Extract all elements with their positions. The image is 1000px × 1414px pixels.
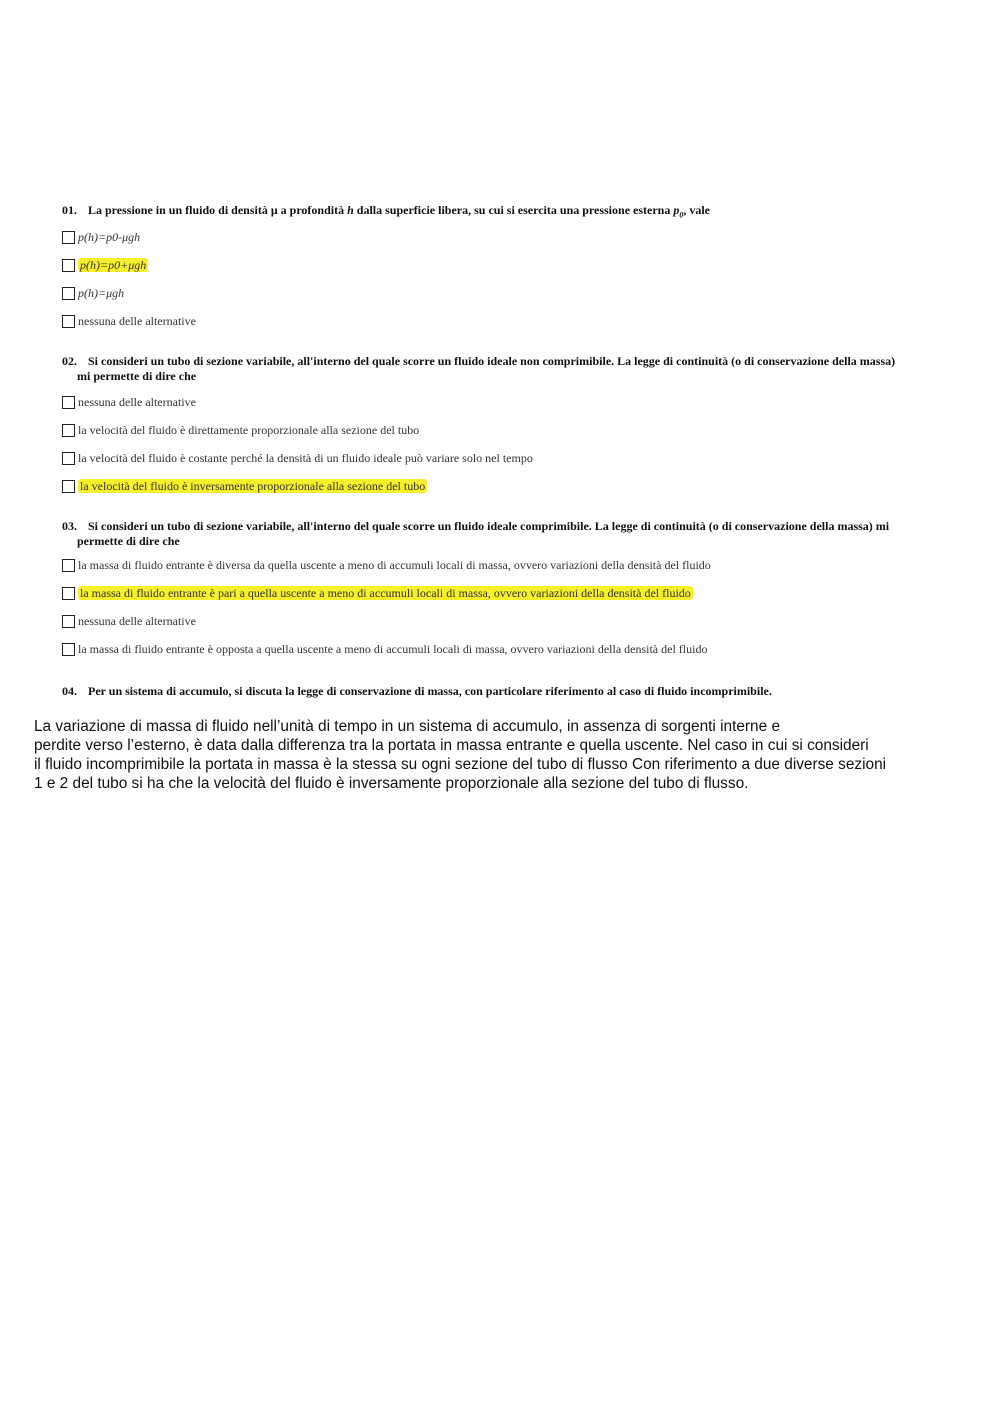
- question-number: 03.: [62, 519, 77, 533]
- option-label: nessuna delle alternative: [78, 614, 196, 628]
- question-02: [62, 354, 942, 493]
- checkbox[interactable]: [62, 615, 75, 628]
- option-label: p(h)=μgh: [78, 286, 125, 300]
- option-01-a[interactable]: [62, 229, 140, 245]
- checkbox[interactable]: [62, 643, 75, 656]
- checkbox[interactable]: [62, 452, 75, 465]
- answer-line: perdite verso l’esterno, è data dalla differenza tra la portata in massa entrante e quella uscente. Nel caso in cui si consideri: [34, 737, 869, 754]
- question-01: [62, 203, 942, 328]
- option-label-highlighted: la massa di fluido entrante è pari a quella uscente a meno di accumuli locali di massa, ovvero variazioni della densità del fluido: [80, 586, 691, 600]
- answer-line: La variazione di massa di fluido nell’unità di tempo in un sistema di accumulo, in assenza di sorgenti interne e: [34, 718, 781, 735]
- option-02-c[interactable]: [62, 450, 533, 466]
- question-02-text: 02. Si consideri un tubo di sezione variabile, all'interno del quale scorre un fluido ideale non comprimibile. La legge di continuità (o di conservazione della massa) mi permette di dire che: [62, 354, 896, 383]
- option-02-b[interactable]: [62, 422, 419, 438]
- checkbox[interactable]: [62, 287, 75, 300]
- checkbox[interactable]: [62, 587, 75, 600]
- option-03-b[interactable]: [62, 585, 693, 601]
- option-02-a[interactable]: [62, 394, 196, 410]
- question-03: [62, 519, 942, 656]
- option-03-a[interactable]: [62, 557, 711, 573]
- option-02-d[interactable]: [62, 478, 427, 494]
- question-number: 02.: [62, 354, 77, 368]
- option-03-d[interactable]: [62, 641, 707, 657]
- question-04: [62, 684, 942, 699]
- checkbox[interactable]: [62, 480, 75, 493]
- question-04-text: 04. Per un sistema di accumulo, si discuta la legge di conservazione di massa, con particolare riferimento al caso di fluido incomprimibile.: [62, 684, 772, 698]
- checkbox[interactable]: [62, 396, 75, 409]
- option-03-c[interactable]: [62, 613, 196, 629]
- option-label: p(h)=p0-μgh: [78, 230, 141, 244]
- answer-text: [34, 717, 974, 793]
- option-01-d[interactable]: [62, 313, 196, 329]
- option-label: nessuna delle alternative: [78, 314, 196, 328]
- checkbox[interactable]: [62, 424, 75, 437]
- answer-line: il fluido incomprimibile la portata in massa è la stessa su ogni sezione del tubo di flusso Con riferimento a due diverse sezioni: [34, 756, 887, 773]
- question-01-text: 01. La pressione in un fluido di densità μ a profondità h dalla superficie libera, su cui si esercita una pressione esterna $p_0$, vale: [62, 203, 711, 220]
- checkbox[interactable]: [62, 315, 75, 328]
- option-label-highlighted: la velocità del fluido è inversamente proporzionale alla sezione del tubo: [80, 479, 426, 493]
- option-label: la velocità del fluido è costante perché la densità di un fluido ideale può variare solo nel tempo: [78, 451, 533, 465]
- checkbox[interactable]: [62, 559, 75, 572]
- option-01-b[interactable]: [62, 257, 148, 273]
- option-label: nessuna delle alternative: [78, 395, 196, 409]
- option-label: la massa di fluido entrante è opposta a quella uscente a meno di accumuli locali di massa, ovvero variazioni della densità del fluido: [78, 642, 708, 656]
- question-number: 04.: [62, 684, 77, 698]
- checkbox[interactable]: [62, 231, 75, 244]
- option-label: la massa di fluido entrante è diversa da quella uscente a meno di accumuli locali di massa, ovvero variazioni della densità del fluido: [78, 558, 711, 572]
- question-03-text: 03. Si consideri un tubo di sezione variabile, all'interno del quale scorre un fluido ideale comprimibile. La legge di continuità (o di conservazione della massa) mi permette di dire che: [62, 519, 890, 548]
- answer-line: 1 e 2 del tubo si ha che la velocità del fluido è inversamente proporzionale alla sezione del tubo di flusso.: [34, 775, 749, 792]
- checkbox[interactable]: [62, 259, 75, 272]
- option-label: la velocità del fluido è direttamente proporzionale alla sezione del tubo: [78, 423, 420, 437]
- question-number: 01.: [62, 203, 77, 217]
- option-01-c[interactable]: [62, 285, 124, 301]
- option-label-highlighted: p(h)=p0+μgh: [80, 258, 147, 272]
